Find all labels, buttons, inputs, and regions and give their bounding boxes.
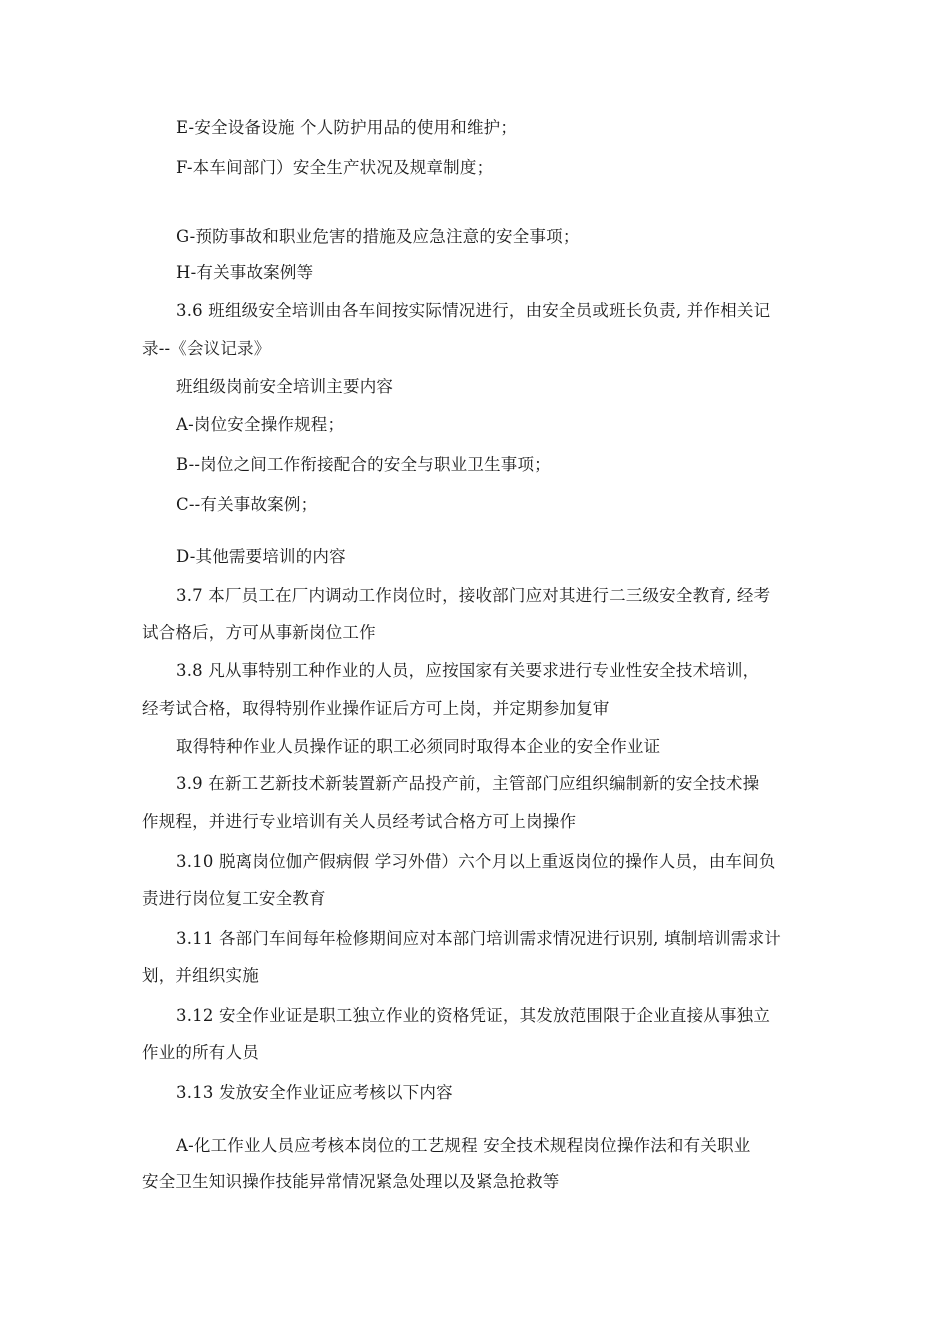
text-line: 录--《会议记录》 <box>142 339 271 358</box>
text-line: A-岗位安全操作规程； <box>176 415 345 434</box>
text-line: 3.6 班组级安全培训由各车间按实际情况进行，由安全员或班长负责, 并作相关记 <box>176 301 771 320</box>
text-line: 3.12 安全作业证是职工独立作业的资格凭证，其发放范围限于企业直接从事独立 <box>176 1006 771 1025</box>
text-line: 责进行岗位复工安全教育 <box>142 889 326 908</box>
text-line: 取得特种作业人员操作证的职工必须同时取得本企业的安全作业证 <box>176 737 661 756</box>
text-line: 划，并组织实施 <box>142 966 259 985</box>
text-line: B--岗位之间工作衔接配合的安全与职业卫生事项； <box>176 455 551 474</box>
text-line: 班组级岗前安全培训主要内容 <box>176 377 394 396</box>
text-line: G-预防事故和职业危害的措施及应急注意的安全事项； <box>176 227 580 246</box>
text-line: 作业的所有人员 <box>142 1043 259 1062</box>
text-line: 3.7 本厂员工在厂内调动工作岗位时，接收部门应对其进行二三级安全教育, 经考 <box>176 586 771 605</box>
text-line: 3.13 发放安全作业证应考核以下内容 <box>176 1083 453 1102</box>
text-line: E-安全设备设施 个人防护用品的使用和维护； <box>176 118 518 137</box>
text-line: A-化工作业人员应考核本岗位的工艺规程 安全技术规程岗位操作法和有关职业 <box>176 1136 751 1155</box>
text-line: D-其他需要培训的内容 <box>176 547 346 566</box>
text-line: H-有关事故案例等 <box>176 263 314 282</box>
text-line: F-本车间部门）安全生产状况及规章制度； <box>176 158 494 177</box>
text-line: 作规程，并进行专业培训有关人员经考试合格方可上岗操作 <box>142 812 577 831</box>
text-line: C--有关事故案例； <box>176 495 318 514</box>
text-line: 3.11 各部门车间每年检修期间应对本部门培训需求情况进行识别, 填制培训需求计 <box>176 929 781 948</box>
text-line: 3.9 在新工艺新技术新装置新产品投产前，主管部门应组织编制新的安全技术操 <box>176 774 760 793</box>
text-line: 经考试合格，取得特别作业操作证后方可上岗，并定期参加复审 <box>142 699 610 718</box>
text-line: 3.8 凡从事特别工种作业的人员，应按国家有关要求进行专业性安全技术培训， <box>176 661 760 680</box>
text-line: 3.10 脱离岗位伽产假病假 学习外借）六个月以上重返岗位的操作人员，由车间负 <box>176 852 776 871</box>
text-line: 试合格后，方可从事新岗位工作 <box>142 623 376 642</box>
text-line: 安全卫生知识操作技能异常情况紧急处理以及紧急抢救等 <box>142 1172 560 1191</box>
